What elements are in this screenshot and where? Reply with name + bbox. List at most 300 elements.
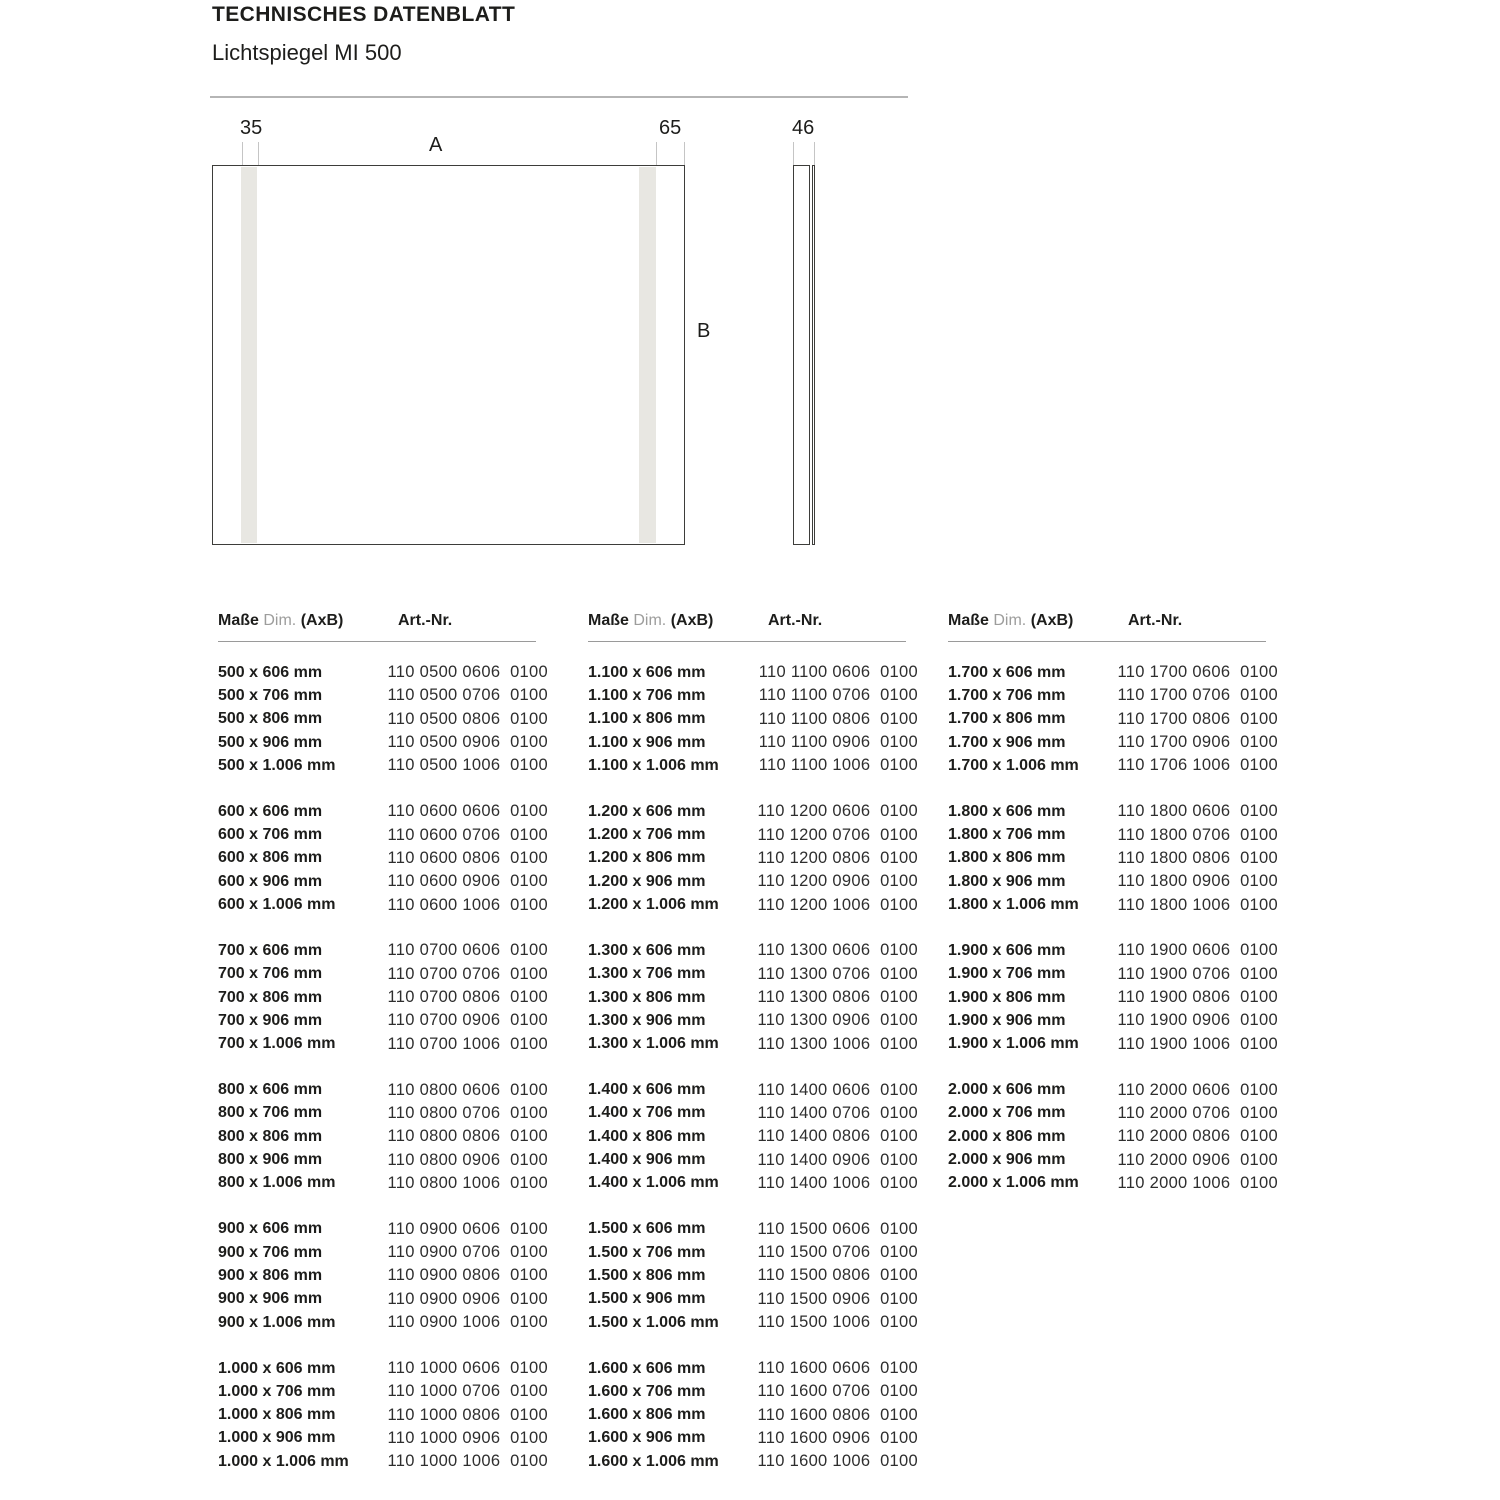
- table-row: [218, 823, 548, 846]
- table-row: [948, 708, 1278, 731]
- dimension-cell: 900 x 606 mm: [218, 1220, 323, 1238]
- dimension-cell: 1.000 x 806 mm: [218, 1406, 336, 1424]
- size-group: [948, 939, 1278, 1055]
- artnr-cell: 110 1900 0806 0100: [1117, 988, 1278, 1007]
- artnr-cell: 110 1400 0706 0100: [757, 1103, 918, 1122]
- extension-line: [684, 142, 685, 165]
- artnr-cell: 110 1300 0706 0100: [757, 964, 918, 983]
- table-row: [218, 1380, 548, 1403]
- table-row: [588, 1427, 918, 1450]
- table-row: [948, 1079, 1278, 1102]
- dimension-cell: 1.500 x 706 mm: [588, 1243, 706, 1261]
- artnr-cell: 110 1300 0806 0100: [757, 988, 918, 1007]
- artnr-cell: 110 0700 1006 0100: [387, 1034, 548, 1053]
- dimension-cell: 700 x 706 mm: [218, 965, 323, 983]
- table-row: [588, 684, 918, 707]
- dimension-cell: 1.800 x 1.006 mm: [948, 896, 1079, 913]
- table-row: [218, 1218, 548, 1241]
- table-row: [588, 1264, 918, 1287]
- product-name: Lichtspiegel MI 500: [212, 40, 402, 65]
- size-group: [948, 800, 1278, 916]
- table-row: [218, 847, 548, 870]
- table-row: [218, 1009, 548, 1032]
- table-row: [218, 731, 548, 754]
- artnr-cell: 110 2000 0906 0100: [1117, 1150, 1278, 1169]
- artnr-cell: 110 1500 0806 0100: [757, 1266, 918, 1285]
- table-row: [948, 963, 1278, 986]
- artnr-cell: 110 1706 1006 0100: [1117, 756, 1278, 775]
- artnr-cell: 110 0900 0906 0100: [387, 1289, 548, 1308]
- table-row: [218, 800, 548, 823]
- artnr-cell: 110 2000 0606 0100: [1117, 1080, 1278, 1099]
- table-row: [588, 963, 918, 986]
- dimension-cell: 1.000 x 606 mm: [218, 1359, 336, 1377]
- dimension-cell: 800 x 1.006 mm: [218, 1174, 336, 1192]
- table-row: [588, 1172, 918, 1195]
- artnr-cell: 110 1400 1006 0100: [757, 1173, 918, 1192]
- dimension-label-a: A: [429, 134, 443, 156]
- size-table-column-1: [218, 608, 548, 1473]
- dimension-cell: 2.000 x 706 mm: [948, 1104, 1066, 1122]
- artnr-cell: 110 1300 1006 0100: [757, 1034, 918, 1053]
- artnr-cell: 110 0600 0906 0100: [387, 872, 548, 891]
- dimension-cell: 1.100 x 1.006 mm: [588, 756, 719, 774]
- dimension-column-header: [218, 612, 398, 630]
- table-row: [588, 986, 918, 1009]
- dimension-cell: 800 x 706 mm: [218, 1104, 323, 1122]
- table-row: [588, 1148, 918, 1171]
- table-row: [218, 870, 548, 893]
- artnr-cell: 110 1300 0906 0100: [757, 1011, 918, 1030]
- dimension-cell: 500 x 906 mm: [218, 733, 323, 751]
- table-row: [588, 1288, 918, 1311]
- table-row: [588, 1311, 918, 1334]
- dimension-cell: 1.500 x 1.006 mm: [588, 1313, 719, 1331]
- artnr-cell: 110 1100 0706 0100: [758, 686, 918, 705]
- dimension-cell: 1.500 x 906 mm: [588, 1290, 706, 1308]
- light-strip-right: [639, 167, 656, 543]
- dimension-cell: 1.100 x 906 mm: [588, 733, 706, 751]
- table-row: [948, 823, 1278, 846]
- dimension-cell: 1.700 x 906 mm: [948, 733, 1066, 751]
- header-masse: Maße: [218, 612, 259, 629]
- table-row: [588, 893, 918, 916]
- dimension-cell: 700 x 806 mm: [218, 988, 323, 1006]
- table-header: [218, 608, 548, 634]
- table-row: [218, 1264, 548, 1287]
- artnr-cell: 110 1200 1006 0100: [757, 895, 918, 914]
- dimension-cell: 1.500 x 806 mm: [588, 1266, 706, 1284]
- size-group: [218, 1357, 548, 1473]
- artnr-cell: 110 2000 0806 0100: [1117, 1127, 1278, 1146]
- table-row: [948, 684, 1278, 707]
- dimension-cell: 600 x 1.006 mm: [218, 896, 336, 913]
- table-row: [588, 1380, 918, 1403]
- size-group: [218, 1079, 548, 1195]
- dimension-cell: 1.200 x 1.006 mm: [588, 896, 719, 913]
- artnr-cell: 110 2000 0706 0100: [1117, 1103, 1278, 1122]
- dimension-cell: 800 x 906 mm: [218, 1151, 323, 1169]
- artnr-column-header: Art.-Nr.: [768, 612, 823, 629]
- dimension-cell: 2.000 x 806 mm: [948, 1127, 1066, 1145]
- artnr-cell: 110 0600 0706 0100: [387, 825, 548, 844]
- dimension-cell: 1.200 x 806 mm: [588, 849, 706, 867]
- artnr-cell: 110 1700 0806 0100: [1117, 709, 1278, 728]
- size-group: [948, 661, 1278, 777]
- dimension-cell: 500 x 1.006 mm: [218, 756, 336, 774]
- artnr-cell: 110 0800 0606 0100: [387, 1080, 548, 1099]
- header-rule: [948, 641, 1266, 642]
- table-row: [588, 661, 918, 684]
- artnr-cell: 110 1800 0606 0100: [1117, 802, 1278, 821]
- artnr-cell: 110 1000 0806 0100: [387, 1405, 548, 1424]
- table-row: [218, 708, 548, 731]
- table-row: [218, 1148, 548, 1171]
- artnr-cell: 110 1400 0906 0100: [757, 1150, 918, 1169]
- table-row: [588, 1450, 918, 1473]
- table-row: [948, 731, 1278, 754]
- dimension-cell: 1.400 x 606 mm: [588, 1081, 706, 1099]
- table-row: [588, 754, 918, 777]
- size-table-column-3: [948, 608, 1278, 1195]
- dimension-cell: 600 x 806 mm: [218, 849, 323, 867]
- artnr-cell: 110 1200 0606 0100: [757, 802, 918, 821]
- artnr-cell: 110 0900 0606 0100: [387, 1219, 548, 1238]
- header-dim: Dim.: [263, 612, 297, 629]
- dimension-cell: 1.900 x 906 mm: [948, 1011, 1066, 1029]
- mirror-glass-pane: [812, 165, 815, 545]
- artnr-cell: 110 1600 0606 0100: [757, 1359, 918, 1377]
- header-divider: [210, 96, 908, 98]
- dimension-cell: 1.300 x 806 mm: [588, 988, 706, 1006]
- table-row: [588, 1241, 918, 1264]
- dimension-cell: 1.400 x 906 mm: [588, 1151, 706, 1169]
- table-row: [218, 1427, 548, 1450]
- table-row: [948, 754, 1278, 777]
- artnr-cell: 110 1900 0906 0100: [1117, 1011, 1278, 1030]
- dimension-cell: 1.000 x 1.006 mm: [218, 1452, 349, 1470]
- artnr-cell: 110 1600 1006 0100: [757, 1452, 918, 1471]
- artnr-cell: 110 1700 0906 0100: [1117, 733, 1278, 752]
- artnr-cell: 110 0500 0906 0100: [387, 733, 548, 752]
- header-axb: (AxB): [670, 612, 714, 629]
- extension-line: [814, 142, 815, 165]
- dimension-label-35: 35: [240, 117, 263, 139]
- size-group: [588, 1357, 918, 1473]
- dimension-cell: 900 x 906 mm: [218, 1290, 323, 1308]
- table-row: [588, 1125, 918, 1148]
- dimension-cell: 1.300 x 906 mm: [588, 1011, 706, 1029]
- header-rule: [588, 641, 906, 642]
- artnr-cell: 110 1500 0606 0100: [757, 1219, 918, 1238]
- table-row: [588, 731, 918, 754]
- artnr-cell: 110 0500 1006 0100: [387, 756, 548, 775]
- table-row: [588, 823, 918, 846]
- artnr-cell: 110 1400 0606 0100: [757, 1080, 918, 1099]
- table-row: [218, 1172, 548, 1195]
- artnr-cell: 110 1000 0606 0100: [387, 1359, 548, 1377]
- artnr-cell: 110 1600 0706 0100: [757, 1382, 918, 1401]
- dimension-cell: 1.700 x 806 mm: [948, 710, 1066, 728]
- extension-line: [793, 142, 794, 165]
- artnr-cell: 110 1100 0906 0100: [758, 733, 918, 752]
- dimension-cell: 600 x 906 mm: [218, 872, 323, 890]
- size-group: [588, 800, 918, 916]
- mirror-side-view: [793, 165, 810, 545]
- dimension-cell: 1.700 x 1.006 mm: [948, 756, 1079, 774]
- dimension-cell: 1.600 x 806 mm: [588, 1406, 706, 1424]
- table-body: [588, 661, 918, 1473]
- artnr-cell: 110 0900 1006 0100: [387, 1313, 548, 1332]
- artnr-cell: 110 0800 1006 0100: [387, 1173, 548, 1192]
- dimension-cell: 1.800 x 806 mm: [948, 849, 1066, 867]
- dimension-cell: 1.600 x 606 mm: [588, 1359, 706, 1377]
- header-masse: Maße: [948, 612, 989, 629]
- artnr-cell: 110 1200 0906 0100: [757, 872, 918, 891]
- dimension-label-65: 65: [659, 117, 682, 139]
- table-row: [948, 1125, 1278, 1148]
- dimension-cell: 1.900 x 1.006 mm: [948, 1035, 1079, 1053]
- dimension-cell: 1.200 x 906 mm: [588, 872, 706, 890]
- dimension-cell: 1.800 x 706 mm: [948, 826, 1066, 844]
- artnr-cell: 110 0600 1006 0100: [387, 895, 548, 914]
- artnr-cell: 110 0600 0806 0100: [387, 848, 548, 867]
- size-group: [588, 661, 918, 777]
- table-row: [218, 1403, 548, 1426]
- artnr-cell: 110 1600 0806 0100: [757, 1405, 918, 1424]
- dimension-cell: 1.300 x 606 mm: [588, 941, 706, 959]
- dimension-cell: 600 x 706 mm: [218, 826, 323, 844]
- mirror-front-view: [212, 165, 685, 545]
- artnr-cell: 110 0500 0706 0100: [387, 686, 548, 705]
- dimension-cell: 1.200 x 706 mm: [588, 826, 706, 844]
- artnr-cell: 110 0700 0806 0100: [387, 988, 548, 1007]
- table-body: [948, 661, 1278, 1195]
- artnr-cell: 110 1900 0606 0100: [1117, 941, 1278, 960]
- artnr-cell: 110 1500 1006 0100: [757, 1313, 918, 1332]
- artnr-cell: 110 1600 0906 0100: [757, 1428, 918, 1447]
- artnr-cell: 110 1900 0706 0100: [1117, 964, 1278, 983]
- artnr-cell: 110 0500 0806 0100: [387, 709, 548, 728]
- dimension-cell: 1.200 x 606 mm: [588, 802, 706, 820]
- dimension-cell: 700 x 906 mm: [218, 1011, 323, 1029]
- table-row: [218, 1079, 548, 1102]
- dimension-cell: 1.800 x 906 mm: [948, 872, 1066, 890]
- dimension-cell: 500 x 806 mm: [218, 710, 323, 728]
- dimension-cell: 1.100 x 706 mm: [588, 686, 706, 704]
- table-row: [218, 1288, 548, 1311]
- size-group: [218, 939, 548, 1055]
- artnr-column-header: Art.-Nr.: [1128, 612, 1183, 629]
- dimension-cell: 1.900 x 806 mm: [948, 988, 1066, 1006]
- artnr-cell: 110 0800 0806 0100: [387, 1127, 548, 1146]
- artnr-cell: 110 1800 0806 0100: [1117, 848, 1278, 867]
- artnr-cell: 110 1000 0906 0100: [387, 1428, 548, 1447]
- dimension-cell: 1.700 x 606 mm: [948, 663, 1066, 681]
- table-row: [218, 986, 548, 1009]
- dimension-cell: 1.300 x 706 mm: [588, 965, 706, 983]
- table-row: [218, 893, 548, 916]
- artnr-cell: 110 0900 0706 0100: [387, 1243, 548, 1262]
- extension-line: [656, 142, 657, 165]
- dimension-cell: 1.000 x 706 mm: [218, 1382, 336, 1400]
- artnr-cell: 110 1100 1006 0100: [758, 756, 918, 775]
- artnr-cell: 110 1500 0906 0100: [757, 1289, 918, 1308]
- dimension-cell: 1.400 x 706 mm: [588, 1104, 706, 1122]
- dimension-cell: 1.900 x 606 mm: [948, 941, 1066, 959]
- table-row: [948, 986, 1278, 1009]
- artnr-cell: 110 1200 0806 0100: [757, 848, 918, 867]
- table-header: [948, 608, 1278, 634]
- artnr-cell: 110 1700 0606 0100: [1117, 663, 1278, 682]
- header-dim: Dim.: [633, 612, 667, 629]
- size-group: [948, 1079, 1278, 1195]
- table-row: [218, 1357, 548, 1380]
- artnr-cell: 110 1900 1006 0100: [1117, 1034, 1278, 1053]
- table-row: [588, 1079, 918, 1102]
- dimension-label-46: 46: [792, 117, 815, 139]
- dimension-cell: 500 x 706 mm: [218, 686, 323, 704]
- table-row: [588, 1357, 918, 1380]
- table-row: [948, 870, 1278, 893]
- dimension-cell: 1.000 x 906 mm: [218, 1429, 336, 1447]
- dimension-cell: 1.500 x 606 mm: [588, 1220, 706, 1238]
- artnr-cell: 110 1500 0706 0100: [757, 1243, 918, 1262]
- header-rule: [218, 641, 536, 642]
- dimension-cell: 700 x 606 mm: [218, 941, 323, 959]
- size-group: [588, 1218, 918, 1334]
- dimension-cell: 1.600 x 1.006 mm: [588, 1452, 719, 1470]
- dimension-cell: 2.000 x 1.006 mm: [948, 1174, 1079, 1192]
- dimension-cell: 800 x 606 mm: [218, 1081, 323, 1099]
- artnr-cell: 110 0900 0806 0100: [387, 1266, 548, 1285]
- artnr-cell: 110 0700 0706 0100: [387, 964, 548, 983]
- table-row: [588, 1033, 918, 1056]
- dimension-cell: 1.300 x 1.006 mm: [588, 1035, 719, 1053]
- artnr-cell: 110 1800 1006 0100: [1117, 895, 1278, 914]
- extension-line: [242, 142, 243, 165]
- dimension-cell: 1.600 x 906 mm: [588, 1429, 706, 1447]
- artnr-cell: 110 0700 0906 0100: [387, 1011, 548, 1030]
- dimension-label-b: B: [697, 320, 711, 342]
- page-title: TECHNISCHES DATENBLATT: [212, 3, 516, 26]
- table-row: [948, 1033, 1278, 1056]
- artnr-cell: 110 1100 0806 0100: [758, 709, 918, 728]
- artnr-column-header: Art.-Nr.: [398, 612, 453, 629]
- artnr-cell: 110 0800 0706 0100: [387, 1103, 548, 1122]
- artnr-cell: 110 0600 0606 0100: [387, 802, 548, 821]
- table-row: [218, 661, 548, 684]
- table-row: [218, 963, 548, 986]
- artnr-cell: 110 1300 0606 0100: [757, 941, 918, 960]
- header-dim: Dim.: [993, 612, 1027, 629]
- header-axb: (AxB): [300, 612, 344, 629]
- table-row: [588, 939, 918, 962]
- artnr-cell: 110 1800 0706 0100: [1117, 825, 1278, 844]
- table-body: [218, 661, 548, 1473]
- dimension-cell: 900 x 706 mm: [218, 1243, 323, 1261]
- artnr-cell: 110 1400 0806 0100: [757, 1127, 918, 1146]
- dimension-cell: 600 x 606 mm: [218, 802, 323, 820]
- table-row: [948, 1172, 1278, 1195]
- dimension-cell: 1.400 x 1.006 mm: [588, 1174, 719, 1192]
- table-row: [948, 1148, 1278, 1171]
- size-table-column-2: [588, 608, 918, 1473]
- dimension-cell: 1.600 x 706 mm: [588, 1382, 706, 1400]
- table-row: [948, 661, 1278, 684]
- table-row: [948, 1102, 1278, 1125]
- table-row: [588, 708, 918, 731]
- table-row: [218, 1125, 548, 1148]
- dimension-cell: 700 x 1.006 mm: [218, 1035, 336, 1053]
- dimension-cell: 1.700 x 706 mm: [948, 686, 1066, 704]
- table-row: [218, 1241, 548, 1264]
- extension-line: [258, 142, 259, 165]
- table-row: [948, 939, 1278, 962]
- table-header: [588, 608, 918, 634]
- artnr-cell: 110 0500 0606 0100: [387, 663, 548, 682]
- table-row: [218, 1450, 548, 1473]
- dimension-cell: 900 x 1.006 mm: [218, 1313, 336, 1331]
- dimension-column-header: [588, 612, 768, 630]
- dimension-cell: 1.400 x 806 mm: [588, 1127, 706, 1145]
- size-group: [218, 1218, 548, 1334]
- table-row: [588, 1009, 918, 1032]
- artnr-cell: 110 0700 0606 0100: [387, 941, 548, 960]
- artnr-cell: 110 1700 0706 0100: [1117, 686, 1278, 705]
- dimension-cell: 800 x 806 mm: [218, 1127, 323, 1145]
- size-group: [218, 661, 548, 777]
- table-row: [218, 684, 548, 707]
- table-row: [588, 1403, 918, 1426]
- dimension-cell: 2.000 x 906 mm: [948, 1151, 1066, 1169]
- table-row: [948, 1009, 1278, 1032]
- dimension-column-header: [948, 612, 1128, 630]
- table-row: [948, 800, 1278, 823]
- table-row: [588, 870, 918, 893]
- table-row: [218, 1033, 548, 1056]
- size-group: [218, 800, 548, 916]
- dimension-cell: 500 x 606 mm: [218, 663, 323, 681]
- artnr-cell: 110 1000 0706 0100: [387, 1382, 548, 1401]
- artnr-cell: 110 1800 0906 0100: [1117, 872, 1278, 891]
- header-axb: (AxB): [1030, 612, 1074, 629]
- dimension-cell: 1.800 x 606 mm: [948, 802, 1066, 820]
- table-row: [948, 893, 1278, 916]
- table-row: [218, 754, 548, 777]
- dimension-cell: 900 x 806 mm: [218, 1266, 323, 1284]
- light-strip-left: [241, 167, 257, 543]
- artnr-cell: 110 1000 1006 0100: [387, 1452, 548, 1471]
- artnr-cell: 110 2000 1006 0100: [1117, 1173, 1278, 1192]
- artnr-cell: 110 1200 0706 0100: [757, 825, 918, 844]
- table-row: [948, 847, 1278, 870]
- artnr-cell: 110 1100 0606 0100: [758, 663, 918, 682]
- header-masse: Maße: [588, 612, 629, 629]
- table-row: [588, 847, 918, 870]
- dimension-cell: 1.100 x 606 mm: [588, 663, 706, 681]
- table-row: [588, 800, 918, 823]
- size-group: [588, 939, 918, 1055]
- table-row: [218, 1102, 548, 1125]
- dimension-cell: 1.100 x 806 mm: [588, 710, 706, 728]
- artnr-cell: 110 0800 0906 0100: [387, 1150, 548, 1169]
- table-row: [588, 1102, 918, 1125]
- table-row: [218, 939, 548, 962]
- dimension-cell: 2.000 x 606 mm: [948, 1081, 1066, 1099]
- table-row: [218, 1311, 548, 1334]
- table-row: [588, 1218, 918, 1241]
